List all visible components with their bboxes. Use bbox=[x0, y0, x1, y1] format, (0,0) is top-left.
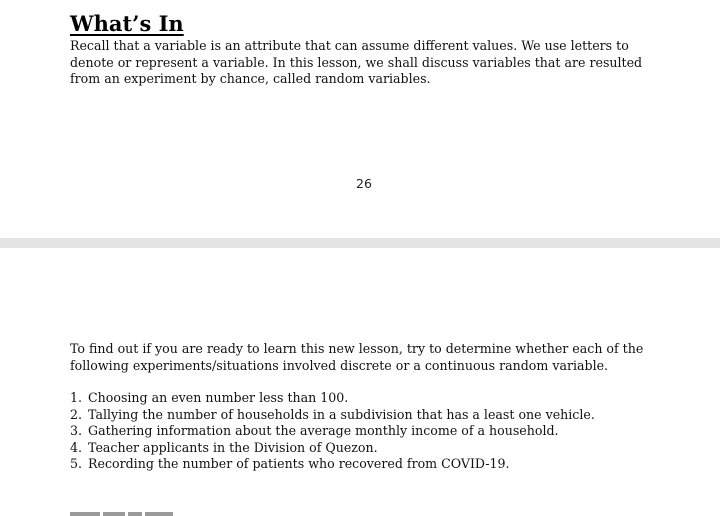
page-separator bbox=[0, 238, 720, 248]
activity-list bbox=[70, 390, 670, 473]
document-page-bottom bbox=[0, 248, 720, 516]
list-item-number: 1. bbox=[70, 390, 83, 405]
list-item-number: 2. bbox=[70, 406, 83, 422]
list-item bbox=[70, 407, 670, 424]
list-item-text: Teacher applicants in the Division of Quezon. bbox=[88, 439, 378, 455]
list-item bbox=[70, 440, 670, 457]
page-number: 26 bbox=[356, 176, 372, 191]
list-item-text: Choosing an even number less than 100. bbox=[88, 390, 349, 405]
list-item bbox=[70, 456, 670, 473]
cut-off-text-line bbox=[70, 512, 180, 516]
list-item bbox=[70, 423, 670, 440]
document-page-top bbox=[0, 0, 720, 238]
list-item-number: 4. bbox=[70, 439, 83, 455]
instructions-paragraph: To find out if you are ready to learn this new lesson, try to determine whether each of the following experiments/situations involved discrete or a continuous random variable. bbox=[70, 341, 644, 373]
intro-paragraph: Recall that a variable is an attribute that can assume different values. We use letters to denote or represent a variable. In this lesson, we shall discuss variables that are resulted from an experiment by chance, called random variables. bbox=[70, 38, 643, 87]
list-item-text: Gathering information about the average monthly income of a household. bbox=[88, 423, 559, 439]
list-item-number: 3. bbox=[70, 423, 83, 439]
list-item-text: Tallying the number of households in a subdivision that has a least one vehicle. bbox=[88, 406, 595, 422]
list-item-text: Recording the number of patients who recovered from COVID-19. bbox=[88, 456, 510, 472]
list-item-number: 5. bbox=[70, 456, 83, 472]
list-item bbox=[70, 390, 670, 407]
section-heading: What’s In bbox=[70, 11, 184, 36]
